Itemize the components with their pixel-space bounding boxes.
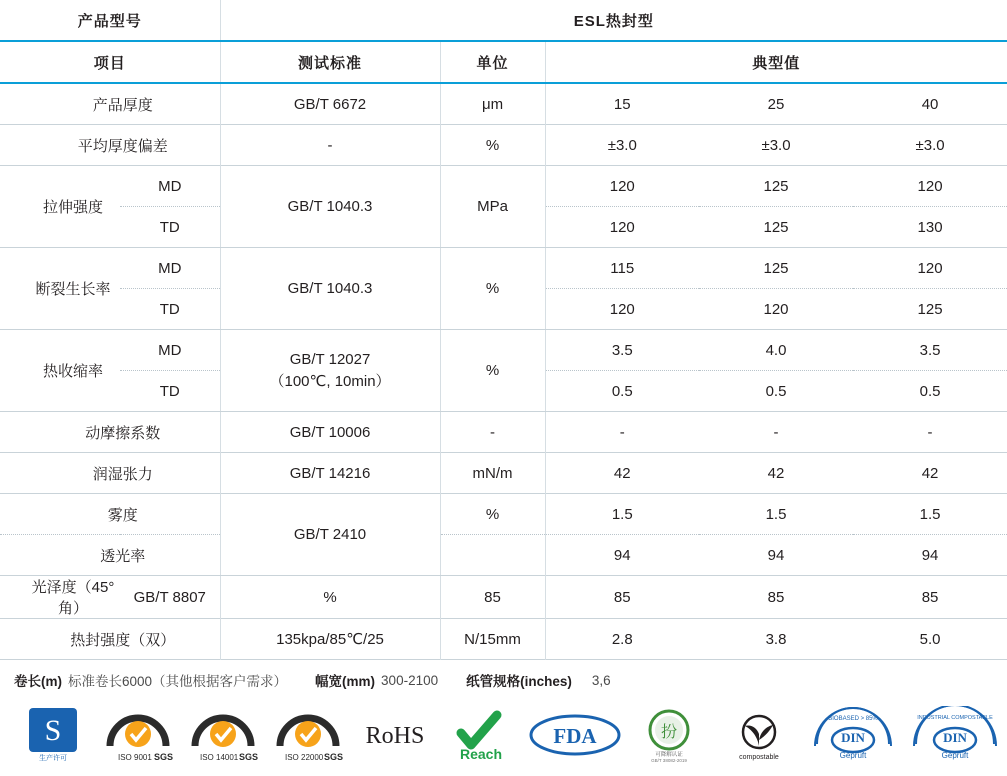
row-label: 热封强度（双） [70, 631, 176, 649]
svg-text:Geprüft: Geprüft [840, 751, 867, 760]
row-value-3: 120 [917, 177, 943, 195]
row-value-3: 40 [921, 95, 939, 113]
row-value-2: 1.5 [765, 505, 787, 523]
header-product-model: 产品型号 [77, 12, 142, 30]
din-geprueft-compostable-icon [903, 704, 1007, 766]
row-value-1: 120 [545, 166, 699, 207]
row-value-3: 42 [921, 464, 939, 482]
row-standard: GB/T 1040.3 [220, 248, 440, 330]
row-label: 平均厚度偏差 [77, 137, 168, 155]
svg-text:ISO 9001: ISO 9001 [117, 753, 152, 762]
reach-icon [440, 704, 525, 766]
row-value-2: 85 [767, 588, 785, 606]
footer-notes [0, 670, 1007, 690]
row-value-1: 15 [545, 83, 699, 125]
svg-text:compostable: compostable [739, 754, 779, 761]
width-label: 幅宽(mm) [315, 674, 376, 689]
row-standard: % [220, 576, 440, 619]
table-row [0, 453, 1007, 494]
row-value-3: - [927, 423, 933, 441]
row-standard: GB/T 2410 [220, 494, 440, 576]
row-value-1: 1.5 [545, 494, 699, 535]
table-header-sub [0, 41, 1007, 83]
table-row [0, 125, 1007, 166]
table-row [0, 248, 1007, 289]
row-value-1: 120 [545, 289, 699, 330]
svg-text:SGS: SGS [153, 752, 173, 762]
row-sublabel: MD [158, 259, 182, 277]
row-label: 拉伸强度 [0, 166, 120, 248]
svg-text:Geprüft: Geprüft [941, 751, 969, 760]
row-value-3: 3.5 [919, 341, 941, 359]
iso-9001-sgs-icon [95, 704, 180, 766]
china-certification-icon [624, 704, 714, 766]
din-geprueft-biobased-icon [804, 704, 903, 766]
row-standard-line1: GB/T 12027 [289, 350, 371, 368]
iso-14001-sgs-icon [180, 704, 265, 766]
row-value-3: 125 [917, 300, 943, 318]
row-unit: MPa [440, 166, 545, 248]
table-header-top [0, 0, 1007, 41]
header-product-name: ESL热封型 [220, 0, 1007, 41]
row-unit: 85 [440, 576, 545, 619]
row-value-1: 3.5 [545, 330, 699, 371]
row-value-2: 94 [767, 546, 785, 564]
row-value-3: 85 [921, 588, 939, 606]
header-standard: 测试标准 [220, 41, 440, 83]
row-value-1: 120 [545, 207, 699, 248]
svg-text:可降解认证: 可降解认证 [655, 752, 683, 758]
svg-text:DIN: DIN [841, 730, 866, 745]
row-value-1: 42 [545, 453, 699, 494]
compostable-icon [714, 704, 804, 766]
row-label: 热收缩率 [0, 330, 120, 412]
row-unit: % [440, 330, 545, 412]
svg-text:ISO 22000: ISO 22000 [284, 753, 323, 762]
row-unit: % [440, 494, 545, 535]
iso-22000-sgs-icon [265, 704, 350, 766]
core-label: 纸管规格(inches) [466, 674, 572, 689]
row-unit: N/15mm [440, 619, 545, 660]
fda-icon [525, 704, 624, 766]
row-value-3: 5.0 [919, 630, 941, 648]
row-standard: GB/T 6672 [220, 83, 440, 125]
svg-text:GB/T 38082-2019: GB/T 38082-2019 [651, 758, 688, 763]
header-unit: 单位 [440, 41, 545, 83]
row-value-2: 125 [763, 218, 789, 236]
svg-text:SGS: SGS [323, 752, 343, 762]
row-value-2: 125 [763, 177, 789, 195]
svg-text:S: S [44, 714, 61, 747]
row-label: 透光率 [100, 547, 146, 565]
roll-length-value: 标准卷长6000（其他根据客户需求） [68, 674, 288, 689]
certification-logos [0, 702, 1007, 768]
row-standard: GB/T 14216 [220, 453, 440, 494]
row-value-2: ±3.0 [761, 136, 791, 154]
table-row [0, 494, 1007, 535]
row-value-1: 0.5 [545, 371, 699, 412]
table-row [0, 83, 1007, 125]
row-value-3: 94 [921, 546, 939, 564]
table-row [0, 535, 1007, 576]
rohs-icon [350, 704, 440, 766]
row-unit: % [440, 125, 545, 166]
table-row [0, 330, 1007, 371]
row-standard: GB/T 10006 [220, 412, 440, 453]
svg-text:SGS: SGS [238, 752, 258, 762]
svg-text:Reach: Reach [459, 746, 502, 762]
header-typical: 典型值 [545, 41, 1007, 83]
row-value-3: 130 [917, 218, 943, 236]
row-value-1: 94 [545, 535, 699, 576]
roll-length-label: 卷长(m) [14, 674, 62, 689]
svg-text:生产许可: 生产许可 [38, 755, 67, 762]
svg-text:INDUSTRIAL COMPOSTABLE: INDUSTRIAL COMPOSTABLE [917, 715, 993, 721]
svg-text:FDA: FDA [553, 724, 597, 748]
table-row [0, 619, 1007, 660]
table-row [0, 166, 1007, 207]
row-value-1: - [545, 412, 699, 453]
row-label: 断裂生长率 [0, 248, 120, 330]
row-standard [220, 330, 440, 412]
svg-text:ISO 14001: ISO 14001 [199, 753, 238, 762]
row-value-2: 42 [767, 464, 785, 482]
row-unit [440, 535, 545, 576]
row-unit: % [440, 248, 545, 330]
row-value-2: 0.5 [765, 382, 787, 400]
row-unit: mN/m [440, 453, 545, 494]
row-unit: μm [440, 83, 545, 125]
svg-text:扮: 扮 [661, 724, 678, 741]
row-value-2: 25 [767, 95, 785, 113]
row-sublabel: TD [159, 218, 180, 236]
row-value-3: 120 [917, 259, 943, 277]
svg-text:BIOBASED > 85%: BIOBASED > 85% [828, 716, 879, 722]
svg-text:DIN: DIN [943, 730, 967, 745]
row-standard: 135kpa/85℃/25 [220, 619, 440, 660]
row-value-2: 3.8 [765, 630, 787, 648]
row-label: 动摩擦系数 [85, 424, 161, 442]
row-value-3: 1.5 [919, 505, 941, 523]
row-value-2: 120 [763, 300, 789, 318]
svg-text:RoHS: RoHS [365, 723, 425, 749]
row-unit: - [440, 412, 545, 453]
core-value: 3,6 [591, 672, 611, 688]
row-value-1: 85 [545, 576, 699, 619]
row-sublabel: TD [159, 300, 180, 318]
row-value-1: ±3.0 [545, 125, 699, 166]
row-sublabel: GB/T 8807 [133, 588, 206, 606]
row-sublabel: MD [158, 177, 182, 195]
row-standard: - [220, 125, 440, 166]
table-row [0, 412, 1007, 453]
row-label: 光泽度（45°角） [31, 579, 115, 617]
row-label: 产品厚度 [92, 96, 153, 114]
row-sublabel: TD [159, 382, 180, 400]
row-label: 润湿张力 [92, 465, 153, 483]
row-label: 雾度 [107, 506, 138, 524]
row-value-3: 0.5 [919, 382, 941, 400]
row-value-2: - [773, 423, 779, 441]
header-item: 项目 [93, 54, 126, 72]
row-standard-line2: （100℃, 10min） [269, 372, 391, 390]
sgs-production-license-icon [10, 704, 95, 766]
row-value-2: 125 [763, 259, 789, 277]
row-value-1: 115 [545, 248, 699, 289]
table-row [0, 576, 1007, 619]
width-value: 300-2100 [381, 672, 439, 688]
row-value-1: 2.8 [545, 619, 699, 660]
row-value-3: ±3.0 [915, 136, 945, 154]
row-sublabel: MD [158, 341, 182, 359]
row-value-2: 4.0 [765, 341, 787, 359]
row-standard: GB/T 1040.3 [220, 166, 440, 248]
